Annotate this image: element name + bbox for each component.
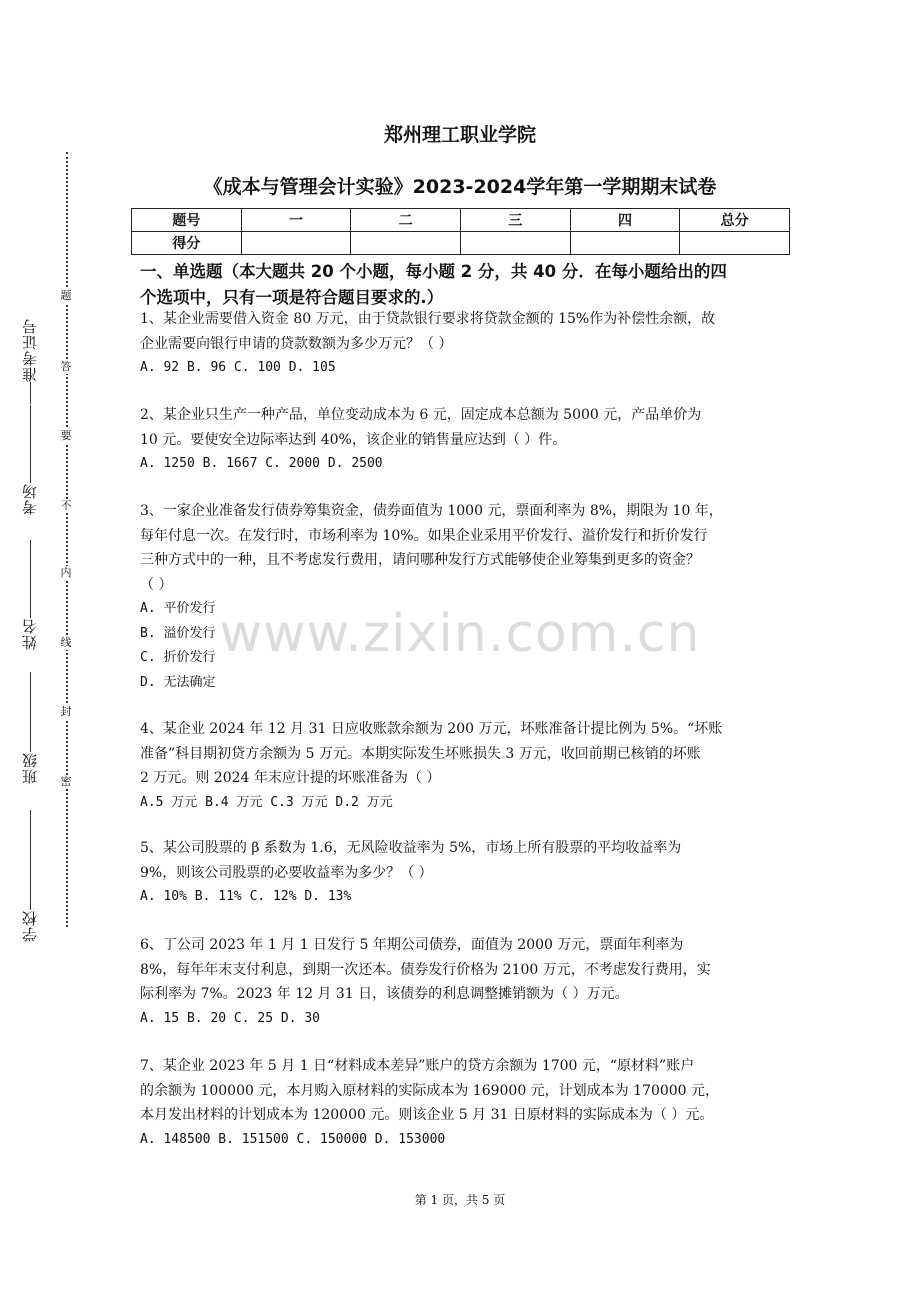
question-text-line: 4、某企业 2024 年 12 月 31 日应收账款余额为 200 万元，坏账准备计提比例为 5%。“坏账 [140, 721, 723, 737]
question-text-line: 本月发出材料的计划成本为 120000 元。则该企业 5 月 31 日原材料的实际成本为（ ）元。 [140, 1107, 714, 1123]
score-table-header-cell: 一 [241, 209, 351, 232]
score-cell [570, 232, 680, 255]
school-name: 郑州理工职业学院 [383, 124, 536, 146]
exam-number-field [20, 318, 40, 404]
question-options: A. 15 B. 20 C. 25 D. 30 [140, 1010, 321, 1026]
score-table [131, 208, 790, 255]
exam-title: 《成本与管理会计实验》2023-2024学年第一学期期末试卷 [203, 176, 717, 198]
question-text-line: 1、某企业需要借入资金 80 万元，由于贷款银行要求将贷款金额的 15%作为补偿性余额，故 [140, 311, 716, 327]
question-6 [140, 933, 802, 1031]
option-d: D. 无法确定 [140, 674, 216, 690]
class-field [20, 672, 40, 784]
school-field [20, 810, 40, 942]
question-text-line: 9%，则该公司股票的必要收益率为多少？（ ） [140, 864, 433, 881]
question-text-line: 准备”科目期初贷方余额为 5 万元。本期实际发生坏账损失 3 万元，收回前期已核销的坏账 [140, 745, 701, 762]
question-text-line: 的余额为 100000 元，本月购入原材料的实际成本为 169000 元，计划成本为 170000 元， [140, 1082, 720, 1099]
question-text-line: 2 万元。则 2024 年末应计提的坏账准备为（ ） [140, 770, 441, 786]
question-2 [140, 403, 802, 476]
score-row-label: 得分 [132, 232, 242, 255]
seal-char: 线 [60, 636, 72, 649]
option-c: C. 折价发行 [140, 650, 216, 665]
exam-room-label: 考场 [21, 483, 39, 515]
score-table-header-cell: 三 [460, 209, 570, 232]
score-table-header-cell: 总分 [680, 209, 790, 232]
option-b: B. 溢价发行 [140, 625, 216, 641]
score-table-header-row [132, 209, 790, 232]
seal-char: 封 [60, 705, 72, 718]
question-options: A. 1250 B. 1667 C. 2000 D. 2500 [140, 456, 383, 471]
section-heading-line: 个选项中，只有一项是符合题目要求的.） [140, 288, 444, 307]
question-options: A. 92 B. 96 C. 100 D. 105 [140, 360, 336, 375]
score-table-score-row [132, 232, 790, 255]
question-text-line: 10 元。要使安全边际率达到 40%，该企业的销售量应达到（ ）件。 [140, 431, 567, 448]
question-text-line: 2、某企业只生产一种产品，单位变动成本为 6 元，固定成本总额为 5000 元，产品单价为 [140, 407, 702, 423]
section-heading [140, 259, 800, 311]
question-text-line: 6、丁公司 2023 年 1 月 1 日发行 5 年期公司债券，面值为 2000 万元，票面年利率为 [140, 937, 684, 953]
score-table-header-cell: 四 [570, 209, 680, 232]
seal-char: 要 [60, 429, 72, 442]
seal-char: 答 [60, 360, 72, 373]
question-4 [140, 717, 802, 815]
question-5 [140, 836, 802, 909]
section-heading-line: 一、单选题（本大题共 20 个小题，每小题 2 分，共 40 分．在每小题给出的四 [140, 262, 727, 281]
page-footer: 第 1 页，共 5 页 [414, 1193, 506, 1207]
question-options: A. 148500 B. 151500 C. 150000 D. 153000 [140, 1131, 446, 1147]
question-text-line: （ ） [140, 576, 173, 593]
exam-number-label: 准考证号 [21, 318, 39, 382]
score-table-header-cell: 题号 [132, 209, 242, 232]
question-text-line: 7、某企业 2023 年 5 月 1 日“材料成本差异”账户的贷方余额为 1700 元，“原材料”账户 [140, 1058, 695, 1074]
seal-line [66, 152, 68, 927]
question-text-line: 每年付息一次。在发行时，市场利率为 10%。如果企业采用平价发行、溢价发行和折价发行 [140, 527, 708, 544]
score-cell [460, 232, 570, 255]
name-label: 姓名 [21, 618, 39, 650]
question-text-line: 3、一家企业准备发行债券筹集资金，债券面值为 1000 元，票面利率为 8%，期限为 10 年， [140, 503, 723, 519]
option-a: A. 平价发行 [140, 601, 216, 616]
question-text-line: 企业需要向银行申请的贷款数额为多少万元？（ ） [140, 335, 453, 352]
question-options: A. 10% B. 11% C. 12% D. 13% [140, 889, 352, 904]
question-text-line: 8%，每年年末支付利息，到期一次还本。债券发行价格为 2100 万元，不考虑发行费用，实 [140, 961, 711, 978]
school-label: 学校 [21, 910, 39, 942]
question-text-line: 际利率为 7%。2023 年 12 月 31 日，该债券的利息调整摊销额为（ ）万元。 [140, 986, 629, 1002]
class-label: 班级 [21, 752, 39, 784]
score-cell [351, 232, 461, 255]
question-3 [140, 499, 802, 695]
question-7 [140, 1054, 802, 1152]
question-text-line: 三种方式中的一种，且不考虑发行费用，请问哪种发行方式能够使企业筹集到更多的资金？ [140, 552, 700, 568]
watermark: www.zixin.com.cn [219, 604, 701, 664]
score-cell [680, 232, 790, 255]
seal-char: 题 [60, 289, 72, 302]
exam-room-field [20, 405, 40, 515]
score-cell [241, 232, 351, 255]
question-text-line: 5、某公司股票的 β 系数为 1.6，无风险收益率为 5%，市场上所有股票的平均收益率为 [140, 840, 682, 856]
seal-char: 密 [60, 775, 72, 788]
score-table-header-cell: 二 [351, 209, 461, 232]
question-options: A.5 万元 B.4 万元 C.3 万元 D.2 万元 [140, 794, 393, 810]
seal-char: 不 [60, 499, 72, 512]
question-1 [140, 307, 802, 380]
seal-char: 内 [60, 566, 72, 579]
